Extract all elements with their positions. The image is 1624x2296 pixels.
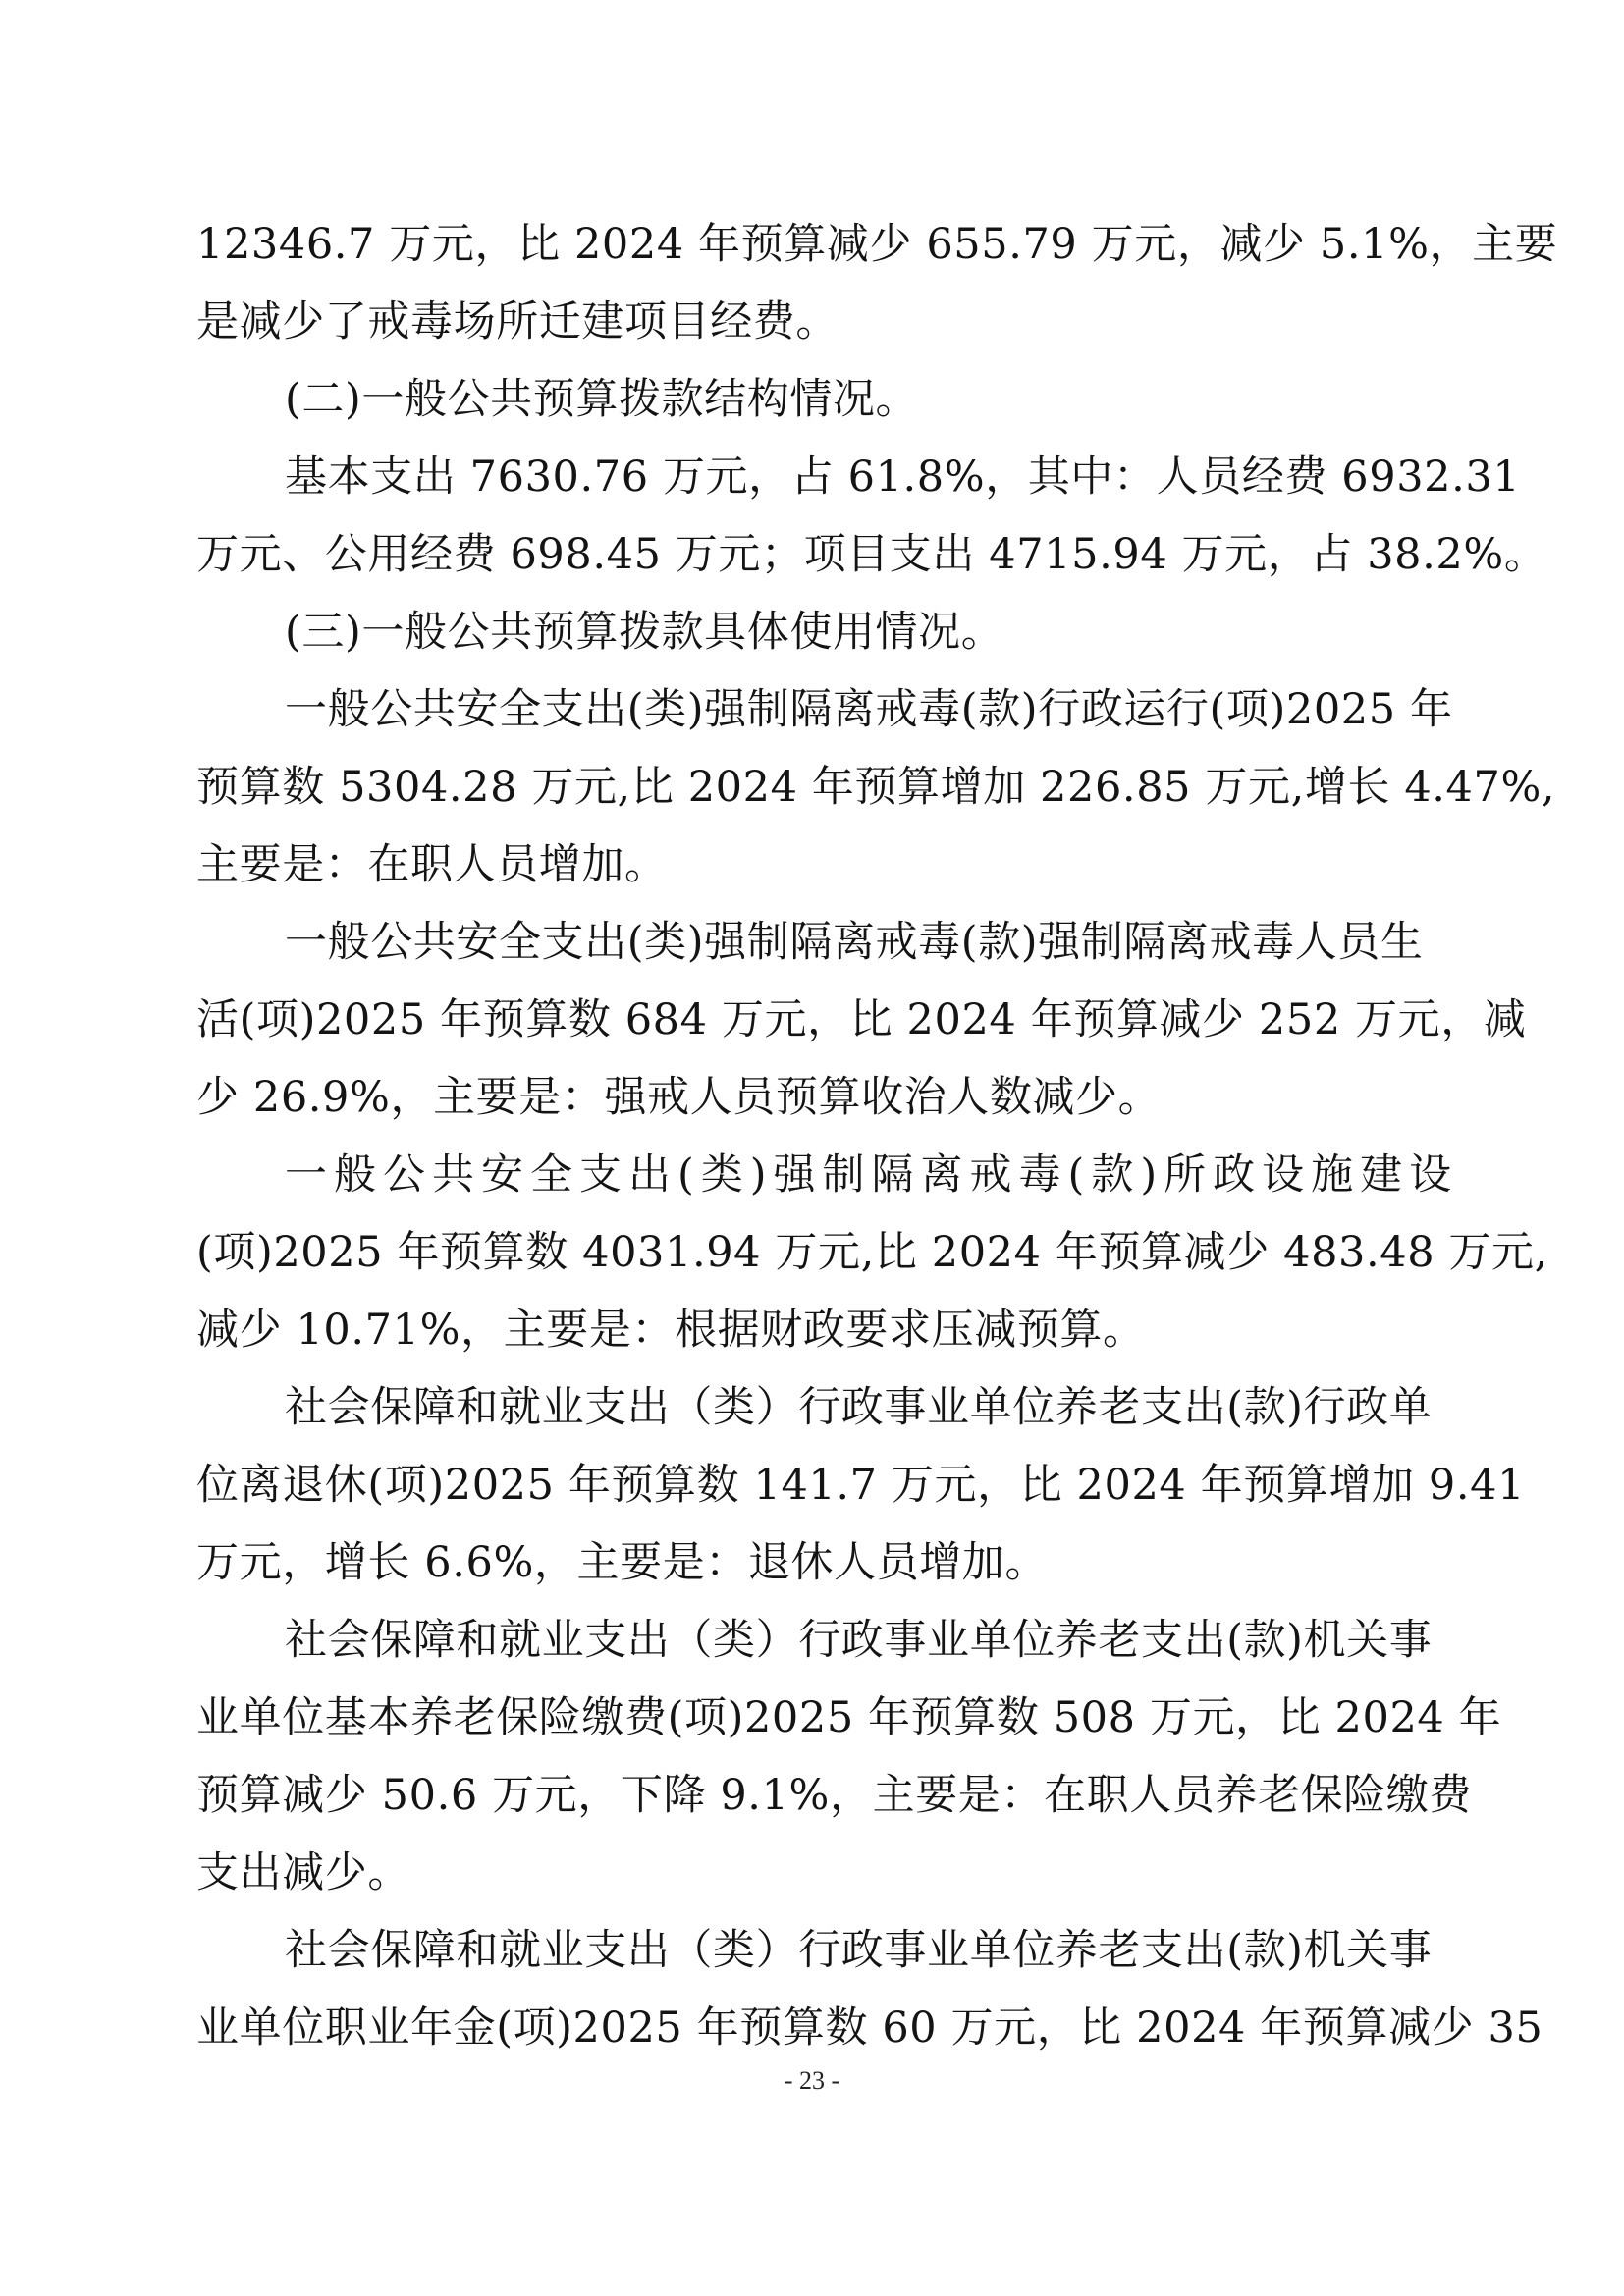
text-line: 社会保障和就业支出（类）行政事业单位养老支出(款)行政单 (285, 1383, 1433, 1432)
document-body (196, 206, 1558, 2067)
text-line: 业单位基本养老保险缴费(项)2025 年预算数 508 万元，比 2024 年 (196, 1693, 1502, 1742)
text-line: 少 26.9%，主要是：强戒人员预算收治人数减少。 (196, 1073, 1162, 1122)
section-heading: (二)一般公共预算拨款结构情况。 (285, 375, 919, 424)
text-line: 社会保障和就业支出（类）行政事业单位养老支出(款)机关事 (285, 1616, 1433, 1665)
text-line: 社会保障和就业支出（类）行政事业单位养老支出(款)机关事 (285, 1926, 1433, 1975)
text-line: 活(项)2025 年预算数 684 万元，比 2024 年预算减少 252 万元，减 (196, 995, 1527, 1044)
text-line: 一般公共安全支出(类)强制隔离戒毒(款)强制隔离戒毒人员生 (285, 918, 1424, 967)
text-line: 万元，增长 6.6%，主要是：退休人员增加。 (196, 1538, 1049, 1587)
text-line: 是减少了戒毒场所迁建项目经费。 (196, 297, 839, 347)
text-line: 预算减少 50.6 万元，下降 9.1%，主要是：在职人员养老保险缴费 (196, 1771, 1472, 1820)
text-line: 业单位职业年金(项)2025 年预算数 60 万元，比 2024 年预算减少 35 (196, 2003, 1543, 2053)
section-heading: (三)一般公共预算拨款具体使用情况。 (285, 608, 1004, 657)
text-line: 万元、公用经费 698.45 万元；项目支出 4715.94 万元，占 38.2%。 (196, 530, 1547, 579)
text-line: 主要是：在职人员增加。 (196, 840, 668, 889)
page-number: - 23 - (784, 2066, 840, 2095)
text-line: 12346.7 万元，比 2024 年预算减少 655.79 万元，减少 5.1%，主要 (196, 220, 1558, 269)
text-line: 减少 10.71%，主要是：根据财政要求压减预算。 (196, 1306, 1146, 1355)
text-line: 一般公共安全支出(类)强制隔离戒毒(款)所政设施建设 (285, 1150, 1459, 1200)
text-line: (项)2025 年预算数 4031.94 万元,比 2024 年预算减少 483.48 万元, (196, 1228, 1548, 1277)
text-line: 基本支出 7630.76 万元，占 61.8%，其中：人员经费 6932.31 (285, 453, 1521, 502)
text-line: 一般公共安全支出(类)强制隔离戒毒(款)行政运行(项)2025 年 (285, 685, 1453, 734)
text-line: 预算数 5304.28 万元,比 2024 年预算增加 226.85 万元,增长 4.47%, (196, 763, 1556, 812)
text-line: 位离退休(项)2025 年预算数 141.7 万元，比 2024 年预算增加 9.41 (196, 1461, 1526, 1510)
text-line: 支出减少。 (196, 1848, 410, 1897)
